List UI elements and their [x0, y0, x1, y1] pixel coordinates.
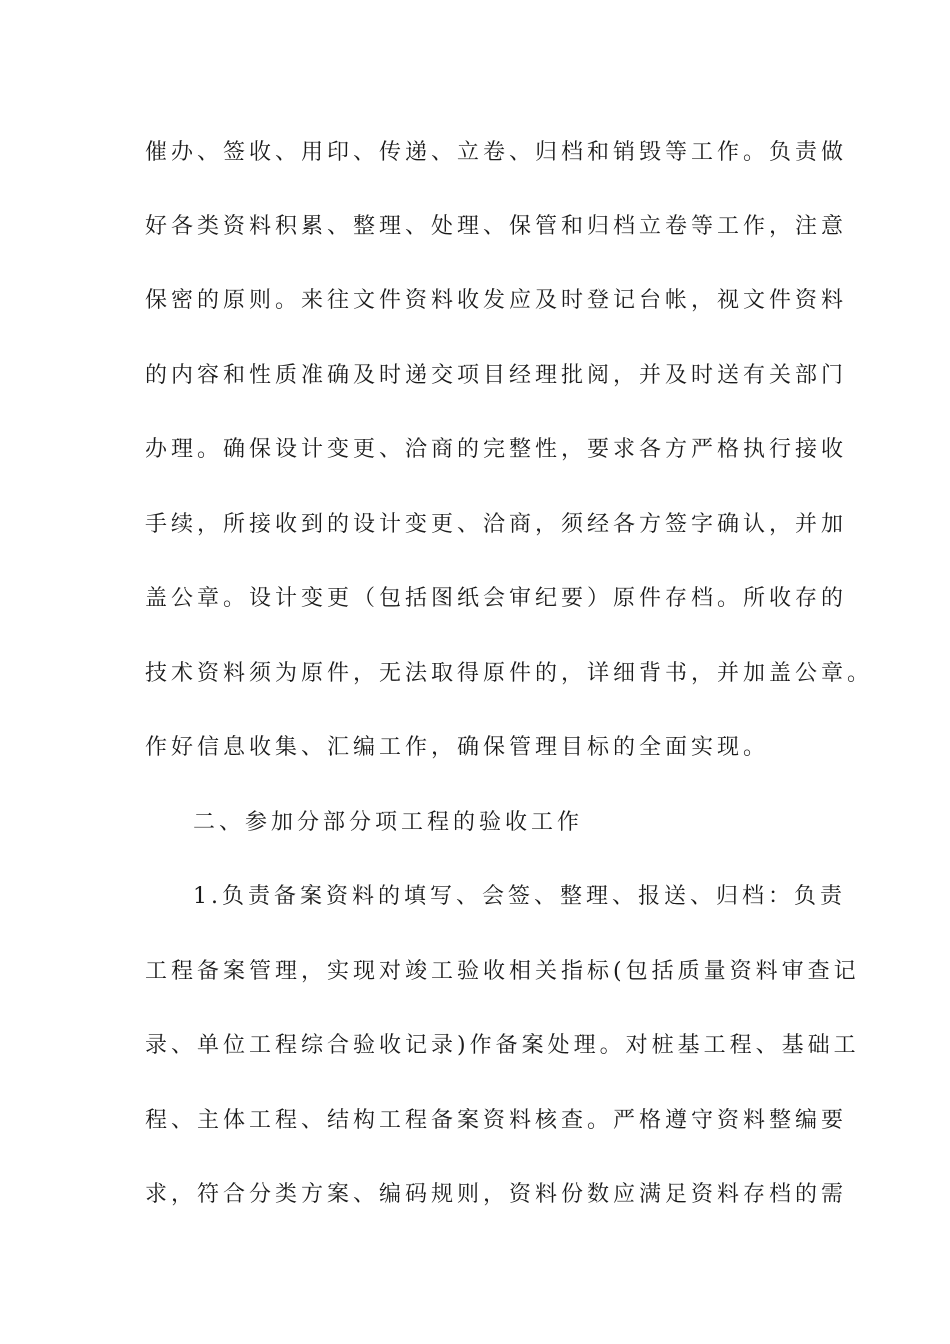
paragraph-line: 办理。确保设计变更、洽商的完整性，要求各方严格执行接收 [145, 437, 848, 462]
paragraph-line: 的内容和性质准确及时递交项目经理批阅，并及时送有关部门 [145, 363, 848, 388]
paragraph-line: 好各类资料积累、整理、处理、保管和归档立卷等工作，注意 [145, 214, 848, 239]
paragraph-line: 盖公章。设计变更（包括图纸会审纪要）原件存档。所收存的 [145, 586, 848, 611]
paragraph-line: 录、单位工程综合验收记录)作备案处理。对桩基工程、基础工 [145, 1033, 860, 1058]
paragraph-line: 求，符合分类方案、编码规则，资料份数应满足资料存档的需 [145, 1182, 848, 1207]
paragraph-line: 手续，所接收到的设计变更、洽商，须经各方签字确认，并加 [145, 512, 848, 537]
paragraph-line: 作好信息收集、汇编工作，确保管理目标的全面实现。 [145, 735, 770, 760]
paragraph-line: 保密的原则。来往文件资料收发应及时登记台帐，视文件资料 [145, 288, 848, 313]
paragraph-line: 工程备案管理，实现对竣工验收相关指标(包括质量资料审查记 [145, 959, 860, 984]
section-heading: 二、参加分部分项工程的验收工作 [193, 810, 584, 835]
paragraph-line: 技术资料须为原件，无法取得原件的，详细背书，并加盖公章。 [145, 661, 874, 686]
paragraph-line: 催办、签收、用印、传递、立卷、归档和销毁等工作。负责做 [145, 140, 848, 165]
paragraph-line: 1.负责备案资料的填写、会签、整理、报送、归档：负责 [193, 884, 846, 909]
paragraph-line: 程、主体工程、结构工程备案资料核查。严格遵守资料整编要 [145, 1108, 848, 1133]
